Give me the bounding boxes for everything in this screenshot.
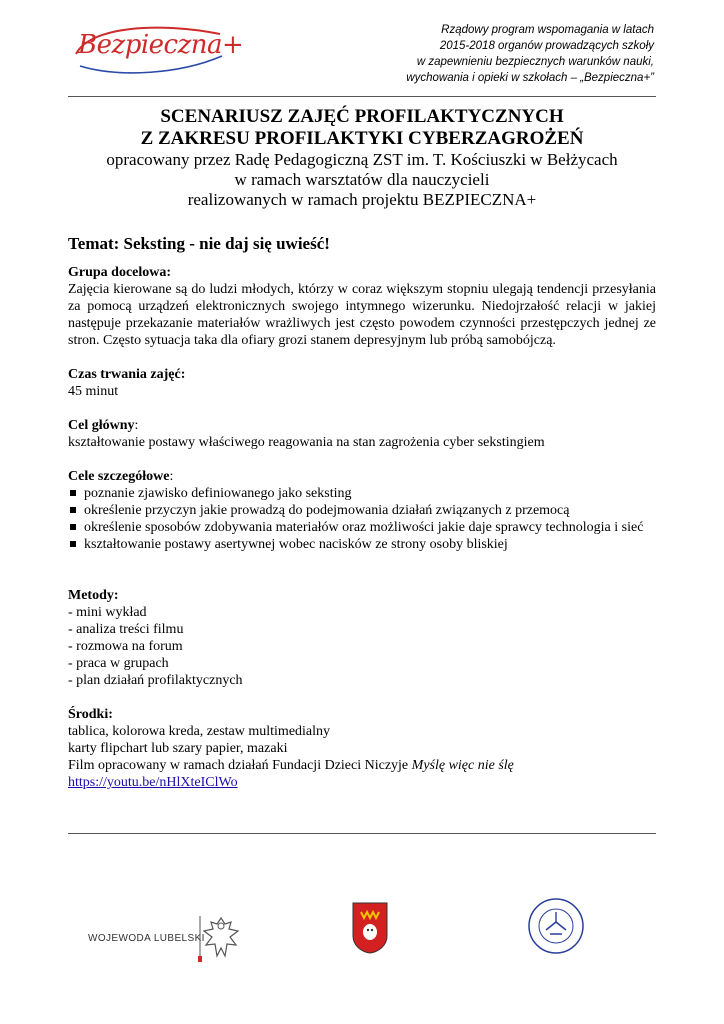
document-content	[68, 234, 656, 791]
goal-item: określenie sposobów zdobywania materiałów oraz możliwości jakie daje sprawcy technologia i sieć	[68, 519, 656, 536]
subtitle-line-3: realizowanych w ramach projektu BEZPIECZNA+	[187, 190, 537, 209]
eagle-emblem-icon	[198, 912, 244, 970]
header-divider	[68, 96, 656, 97]
method-item: - analiza treści filmu	[68, 622, 184, 637]
method-item: - praca w grupach	[68, 656, 169, 671]
target-group-text: Zajęcia kierowane są do ludzi młodych, którzy w coraz większym stopniu ulegają tendencji przesyłania za pomocą urządzeń elektronicznych swojego intymnego wizerunku. Niedojrzałość relacji w jakiej następuje przekazanie materiałów wrażliwych jest często powodem czynności przestępczych jednej ze stron. Często sytuacja taka dla ofiary grozi stanem depresyjnym lub próbą samobójczą.	[68, 282, 656, 348]
title-line-2: Z ZAKRESU PROFILAKTYKI CYBERZAGROŻEŃ	[140, 128, 584, 149]
education-board-logo-icon	[526, 896, 586, 958]
main-goal-text: kształtowanie postawy właściwego reagowania na stan zagrożenia cyber sekstingiem	[68, 435, 545, 450]
footer-divider	[68, 833, 656, 834]
resources-line	[68, 757, 656, 774]
main-goal-heading	[68, 417, 656, 434]
title-line-1: SCENARIUSZ ZAJĘĆ PROFILAKTYCZNYCH	[160, 106, 564, 127]
film-description: Film opracowany w ramach działań Fundacji Dzieci Niczyje	[68, 758, 412, 773]
methods-heading: Metody:	[68, 588, 119, 603]
detailed-goals-heading-label: Cele szczegółowe	[68, 469, 170, 484]
detailed-goals-heading	[68, 468, 656, 485]
film-title: Myślę więc nie ślę	[411, 758, 514, 773]
bezpieczna-logo	[70, 20, 244, 80]
program-note-line: wychowania i opieki w szkołach – „Bezpieczna+”	[406, 72, 654, 84]
duration-heading: Czas trwania zajęć:	[68, 367, 186, 382]
goal-item: określenie przyczyn jakie prowadzą do podejmowania działań związanych z przemocą	[68, 502, 656, 519]
resources-heading: Środki:	[68, 707, 113, 722]
goal-item: kształtowanie postawy asertywnej wobec nacisków ze strony osoby bliskiej	[68, 536, 656, 553]
duration-value: 45 minut	[68, 384, 119, 399]
program-note-line: w zapewnieniu bezpiecznych warunków nauki,	[416, 56, 654, 68]
subtitle-line-1: opracowany przez Radę Pedagogiczną ZST im. T. Kościuszki w Bełżycach	[106, 150, 618, 169]
voivode-logo	[70, 890, 260, 980]
town-crest-icon	[352, 902, 388, 954]
method-item: - mini wykład	[68, 605, 147, 620]
resources-line: tablica, kolorowa kreda, zestaw multimedialny	[68, 724, 331, 739]
title-block	[68, 106, 656, 210]
resources-line: karty flipchart lub szary papier, mazaki	[68, 741, 288, 756]
program-note-line: Rządowy program wspomagania w latach	[441, 24, 654, 36]
goal-item: poznanie zjawisko definiowanego jako seksting	[68, 485, 656, 502]
program-note-line: 2015-2018 organów prowadzących szkoły	[439, 40, 654, 52]
voivode-label: WOJEWODA LUBELSKI	[88, 933, 205, 944]
film-link[interactable]: https://youtu.be/nHlXteIClWo	[68, 775, 238, 790]
logo-text: Bezpieczna+	[78, 30, 244, 60]
target-group-heading: Grupa docelowa:	[68, 265, 172, 280]
detailed-goals-colon: :	[169, 469, 174, 484]
topic-heading: Temat: Seksting - nie daj się uwieść!	[68, 234, 330, 253]
subtitle-line-2: w ramach warsztatów dla nauczycieli	[234, 170, 490, 189]
method-item: - rozmowa na forum	[68, 639, 183, 654]
main-goal-heading-label: Cel główny	[68, 418, 135, 433]
main-goal-colon: :	[134, 418, 139, 433]
detailed-goals-list	[68, 485, 656, 553]
method-item: - plan działań profilaktycznych	[68, 673, 243, 688]
program-note	[334, 22, 654, 86]
